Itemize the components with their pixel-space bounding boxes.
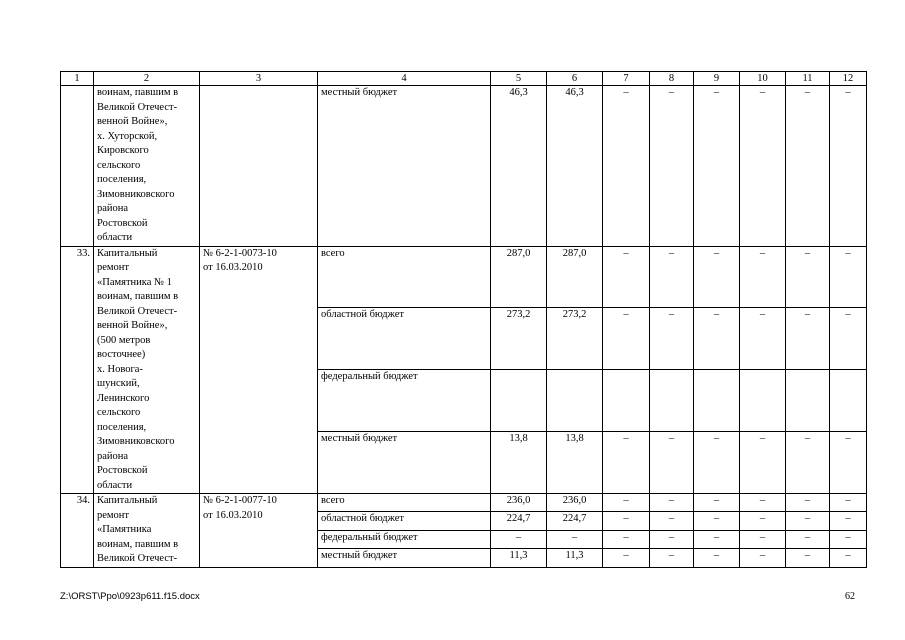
value-dash: –	[740, 86, 786, 247]
cell-line: Великой Отечест-	[97, 553, 178, 564]
value-dash: –	[694, 549, 740, 567]
value-dash: –	[830, 549, 867, 567]
value-dash: –	[786, 549, 830, 567]
header-row	[61, 72, 867, 86]
value-dash: –	[830, 432, 867, 494]
value-dash	[694, 370, 740, 432]
budget-source: местный бюджет	[318, 86, 491, 247]
value-dash: –	[650, 549, 694, 567]
value-dash: –	[603, 549, 650, 567]
budget-source: местный бюджет	[318, 432, 491, 494]
value-dash: –	[650, 86, 694, 247]
value-dash: –	[603, 246, 650, 308]
column-header: 8	[650, 72, 694, 86]
value-dash: –	[830, 308, 867, 370]
cell-line: Великой Отечест-	[97, 101, 178, 113]
value-dash: –	[740, 549, 786, 567]
cell-line: поселения,	[97, 421, 147, 433]
budget-source: всего	[318, 246, 491, 308]
column-header: 3	[200, 72, 318, 86]
cell-line: Ленинского	[97, 392, 150, 404]
value-dash: –	[650, 432, 694, 494]
column-header: 1	[61, 72, 94, 86]
budget-source: федеральный бюджет	[318, 370, 491, 432]
cell-line: воинам, павшим в	[97, 538, 179, 550]
cell-line: венной Войне»,	[97, 320, 168, 331]
value-dash: –	[830, 494, 867, 512]
column-header: 11	[786, 72, 830, 86]
cell-line: «Памятника № 1	[97, 276, 172, 288]
value-dash: –	[650, 512, 694, 530]
value-dash: –	[650, 494, 694, 512]
value-dash: –	[603, 432, 650, 494]
cell-line: района	[97, 203, 129, 214]
value-dash: –	[650, 530, 694, 548]
value-dash: –	[740, 530, 786, 548]
page-number: 62	[845, 591, 855, 602]
value-col5: 273,2	[491, 308, 547, 370]
column-header: 9	[694, 72, 740, 86]
value-col5: 287,0	[491, 246, 547, 308]
cell-line: области	[97, 232, 133, 243]
table-row	[61, 86, 867, 247]
budget-source: областной бюджет	[318, 512, 491, 530]
value-dash: –	[786, 494, 830, 512]
cell-line: области	[97, 479, 133, 491]
value-col6: 46,3	[547, 86, 603, 247]
value-col5	[491, 370, 547, 432]
row-number	[61, 86, 94, 247]
column-header: 6	[547, 72, 603, 86]
value-dash: –	[694, 86, 740, 247]
value-dash: –	[694, 308, 740, 370]
table-row	[61, 494, 867, 512]
cell-line: от 16.03.2010	[203, 509, 263, 521]
value-dash: –	[740, 308, 786, 370]
budget-source: всего	[318, 494, 491, 512]
value-col5: 11,3	[491, 549, 547, 567]
value-col6: 236,0	[547, 494, 603, 512]
cell-line: сельского	[97, 407, 141, 418]
value-dash: –	[740, 432, 786, 494]
value-col5: –	[491, 530, 547, 548]
value-col6: 13,8	[547, 432, 603, 494]
cell-line: от 16.03.2010	[203, 262, 263, 273]
value-dash: –	[830, 530, 867, 548]
cell-line: Кировского	[97, 145, 149, 156]
object-name	[94, 86, 200, 247]
cell-line: воинам, павшим в	[97, 291, 179, 302]
value-dash: –	[786, 308, 830, 370]
value-dash: –	[830, 86, 867, 247]
table-row	[61, 246, 867, 308]
cell-line: Капитальный	[97, 495, 158, 506]
cell-line: «Памятника	[97, 524, 152, 535]
value-dash	[650, 370, 694, 432]
file-path: Z:\ORST\Ppo\0923p611.f15.docx	[60, 591, 200, 602]
value-dash: –	[740, 246, 786, 308]
value-dash: –	[603, 308, 650, 370]
cell-line: х. Хуторской,	[97, 130, 158, 142]
value-dash: –	[830, 512, 867, 530]
column-header: 10	[740, 72, 786, 86]
value-dash: –	[603, 530, 650, 548]
cell-line: х. Новога-	[97, 363, 143, 375]
value-dash: –	[694, 494, 740, 512]
value-dash	[830, 370, 867, 432]
object-name	[94, 494, 200, 568]
cell-line: шунский,	[97, 378, 140, 389]
value-col6: 287,0	[547, 246, 603, 308]
value-dash: –	[650, 308, 694, 370]
column-header: 4	[318, 72, 491, 86]
value-dash: –	[740, 494, 786, 512]
value-dash: –	[740, 512, 786, 530]
cell-line: (500 метров	[97, 334, 151, 346]
budget-table	[60, 71, 867, 568]
value-col5: 46,3	[491, 86, 547, 247]
value-dash: –	[786, 512, 830, 530]
cell-line: Ростовской	[97, 217, 148, 229]
cell-line: сельского	[97, 159, 141, 171]
value-dash: –	[694, 432, 740, 494]
cell-line: Великой Отечест-	[97, 305, 178, 317]
cell-line: № 6-2-1-0073-10	[203, 247, 277, 259]
budget-source: местный бюджет	[318, 549, 491, 567]
document-ref	[200, 494, 318, 568]
column-header: 2	[94, 72, 200, 86]
row-number: 33.	[61, 246, 94, 494]
value-col6: –	[547, 530, 603, 548]
value-col6: 273,2	[547, 308, 603, 370]
cell-line: венной Войне»,	[97, 116, 168, 127]
value-dash: –	[603, 86, 650, 247]
value-dash: –	[603, 494, 650, 512]
value-dash	[786, 370, 830, 432]
cell-line: воинам, павшим в	[97, 87, 179, 98]
cell-line: Ростовской	[97, 465, 148, 476]
budget-source: областной бюджет	[318, 308, 491, 370]
value-dash: –	[650, 246, 694, 308]
value-dash: –	[786, 246, 830, 308]
value-col5: 224,7	[491, 512, 547, 530]
row-number: 34.	[61, 494, 94, 568]
value-col6	[547, 370, 603, 432]
value-dash: –	[694, 246, 740, 308]
cell-line: № 6-2-1-0077-10	[203, 495, 277, 506]
value-dash: –	[830, 246, 867, 308]
cell-line: Капитальный	[97, 247, 158, 259]
value-col6: 11,3	[547, 549, 603, 567]
cell-line: Зимовниковского	[97, 436, 175, 447]
value-dash: –	[786, 530, 830, 548]
cell-line: восточнее)	[97, 349, 146, 360]
value-col6: 224,7	[547, 512, 603, 530]
cell-line: поселения,	[97, 174, 147, 185]
value-dash: –	[603, 512, 650, 530]
budget-source: федеральный бюджет	[318, 530, 491, 548]
cell-line: Зимовниковского	[97, 188, 175, 200]
document-ref	[200, 86, 318, 247]
column-header: 12	[830, 72, 867, 86]
value-dash: –	[786, 432, 830, 494]
value-col5: 236,0	[491, 494, 547, 512]
value-col5: 13,8	[491, 432, 547, 494]
document-ref	[200, 246, 318, 494]
cell-line: района	[97, 450, 129, 462]
value-dash: –	[694, 530, 740, 548]
column-header: 5	[491, 72, 547, 86]
cell-line: ремонт	[97, 509, 130, 521]
cell-line: ремонт	[97, 262, 130, 273]
object-name	[94, 246, 200, 494]
value-dash: –	[786, 86, 830, 247]
value-dash	[740, 370, 786, 432]
value-dash	[603, 370, 650, 432]
column-header: 7	[603, 72, 650, 86]
value-dash: –	[694, 512, 740, 530]
